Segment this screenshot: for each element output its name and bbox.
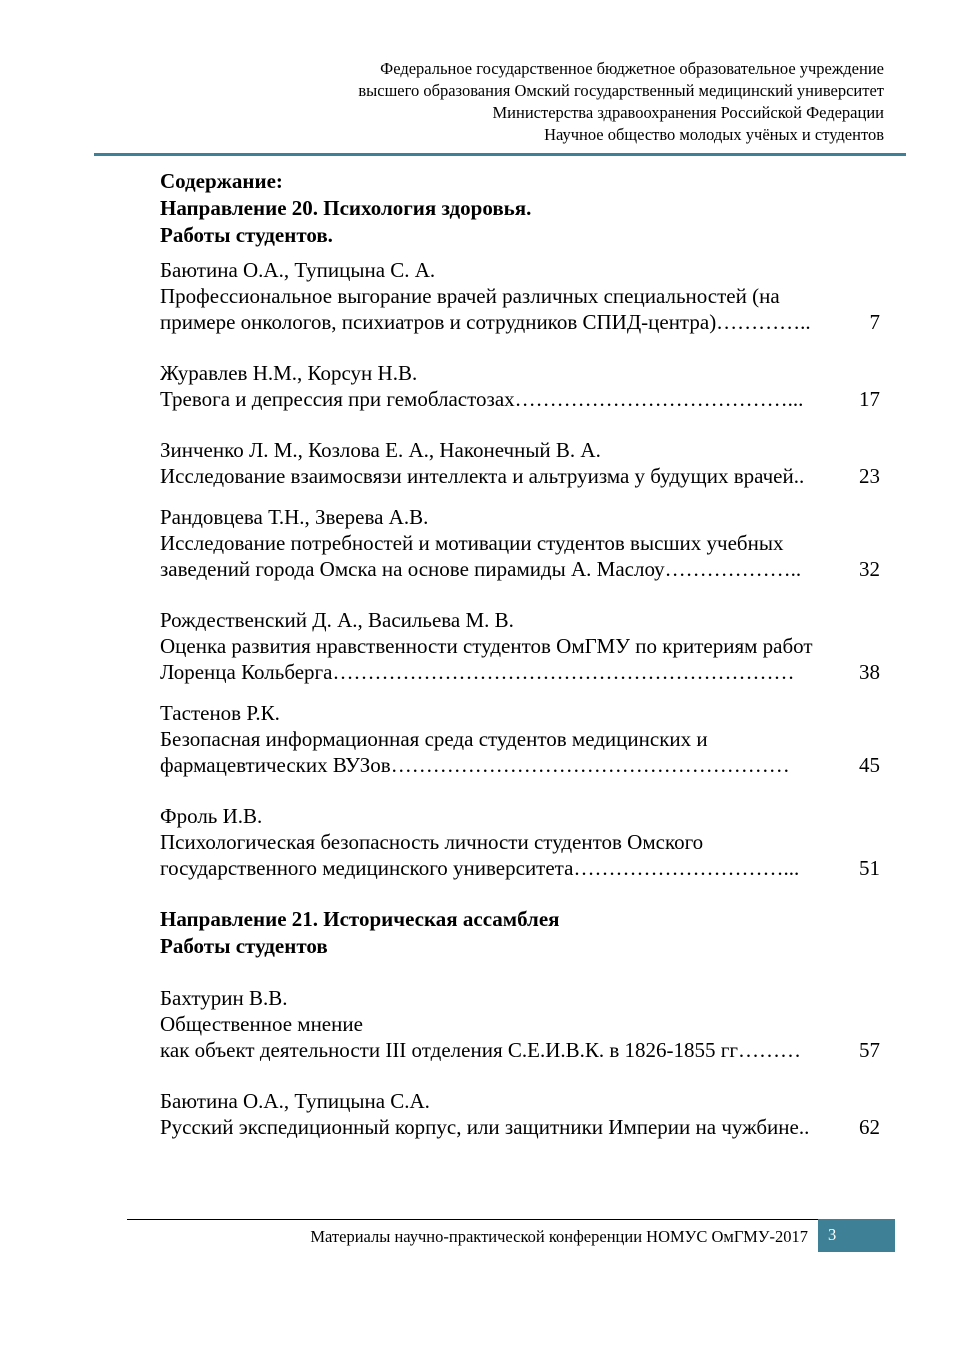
- entry-page-number: 23: [859, 464, 880, 488]
- entry-title-line: Психологическая безопасность личности студентов Омского: [160, 830, 704, 854]
- entry-authors: Рандовцева Т.Н., Зверева А.В.: [160, 505, 429, 529]
- toc-entry: [160, 437, 880, 489]
- entry-title-line: государственного медицинского университета…………………………...: [160, 856, 800, 880]
- section-subtitle: Работы студентов: [160, 934, 328, 958]
- entry-final-line: [160, 556, 880, 582]
- section-subtitle: Работы студентов.: [160, 223, 333, 247]
- section-title: Направление 21. Историческая ассамблея: [160, 907, 560, 931]
- entry-page-number: 62: [859, 1115, 880, 1139]
- entry-final-line: [160, 1114, 880, 1140]
- entry-final-line: [160, 659, 880, 685]
- entry-authors: Зинченко Л. М., Козлова Е. А., Наконечный В. А.: [160, 438, 601, 462]
- entry-page-number: 38: [859, 660, 880, 684]
- entry-title-line: фармацевтических ВУЗов…………………………………………………: [160, 753, 790, 777]
- entry-title-line: Исследование потребностей и мотивации студентов высших учебных: [160, 531, 784, 555]
- entry-final-line: [160, 463, 880, 489]
- page-number-badge: [818, 1219, 895, 1252]
- page-number: 3: [828, 1225, 837, 1244]
- entry-page-number: 57: [859, 1038, 880, 1062]
- entry-title-line: Русский экспедиционный корпус, или защитники Империи на чужбине..: [160, 1115, 810, 1139]
- toc-entry: [160, 257, 880, 335]
- entry-authors: Рождественский Д. А., Васильева М. В.: [160, 608, 514, 632]
- entry-page-number: 51: [859, 856, 880, 880]
- entry-title-line: Общественное мнение: [160, 1012, 363, 1036]
- entry-authors: Фроль И.В.: [160, 804, 263, 828]
- entry-title-line: Оценка развития нравственности студентов ОмГМУ по критериям работ: [160, 634, 813, 658]
- section-title: Направление 20. Психология здоровья.: [160, 196, 532, 220]
- page-header: [184, 58, 884, 146]
- footer-divider: [127, 1219, 895, 1220]
- entry-authors: Журавлев Н.М., Корсун Н.В.: [160, 361, 418, 385]
- header-line: Научное общество молодых учёных и студентов: [544, 125, 884, 144]
- entry-final-line: [160, 1037, 880, 1063]
- entry-title-line: примере онкологов, психиатров и сотрудников СПИД-центра)…………..: [160, 310, 811, 334]
- entry-authors: Бахтурин В.В.: [160, 986, 288, 1010]
- entry-title-line: Профессиональное выгорание врачей различных специальностей (на: [160, 284, 780, 308]
- contents-label: Содержание:: [160, 169, 283, 193]
- header-line: Федеральное государственное бюджетное образовательное учреждение: [380, 59, 884, 78]
- entry-title-line: как объект деятельности III отделения С.Е.И.В.К. в 1826-1855 гг………: [160, 1038, 802, 1062]
- header-divider: [94, 153, 906, 156]
- footer-caption: Материалы научно-практической конференции НОМУС ОмГМУ-2017: [310, 1227, 808, 1246]
- entry-final-line: [160, 386, 880, 412]
- entry-page-number: 17: [859, 387, 880, 411]
- entry-authors: Тастенов Р.К.: [160, 701, 280, 725]
- toc-entry: [160, 1088, 880, 1140]
- toc-entry: [160, 803, 880, 881]
- entry-title-line: Безопасная информационная среда студентов медицинских и: [160, 727, 708, 751]
- entry-final-line: [160, 752, 880, 778]
- toc-entry: [160, 985, 880, 1063]
- entry-title-line: заведений города Омска на основе пирамиды А. Маслоу………………..: [160, 557, 802, 581]
- toc-entry: [160, 360, 880, 412]
- entry-final-line: [160, 309, 880, 335]
- entry-page-number: 32: [859, 557, 880, 581]
- header-line: высшего образования Омский государственный медицинский университет: [358, 81, 884, 100]
- entry-page-number: 7: [869, 310, 880, 334]
- toc-entry: [160, 504, 880, 582]
- table-of-contents: [160, 168, 880, 1140]
- entry-title-line: Тревога и депрессия при гемобластозах…………………………………...: [160, 387, 804, 411]
- entry-final-line: [160, 855, 880, 881]
- entry-page-number: 45: [859, 753, 880, 777]
- toc-entry: [160, 700, 880, 778]
- entry-authors: Баютина О.А., Тупицына С. А.: [160, 258, 436, 282]
- header-line: Министерства здравоохранения Российской Федерации: [492, 103, 884, 122]
- entry-title-line: Исследование взаимосвязи интеллекта и альтруизма у будущих врачей..: [160, 464, 805, 488]
- toc-entry: [160, 607, 880, 685]
- entry-authors: Баютина О.А., Тупицына С.А.: [160, 1089, 430, 1113]
- entry-title-line: Лоренца Кольберга…………………………………………………………: [160, 660, 795, 684]
